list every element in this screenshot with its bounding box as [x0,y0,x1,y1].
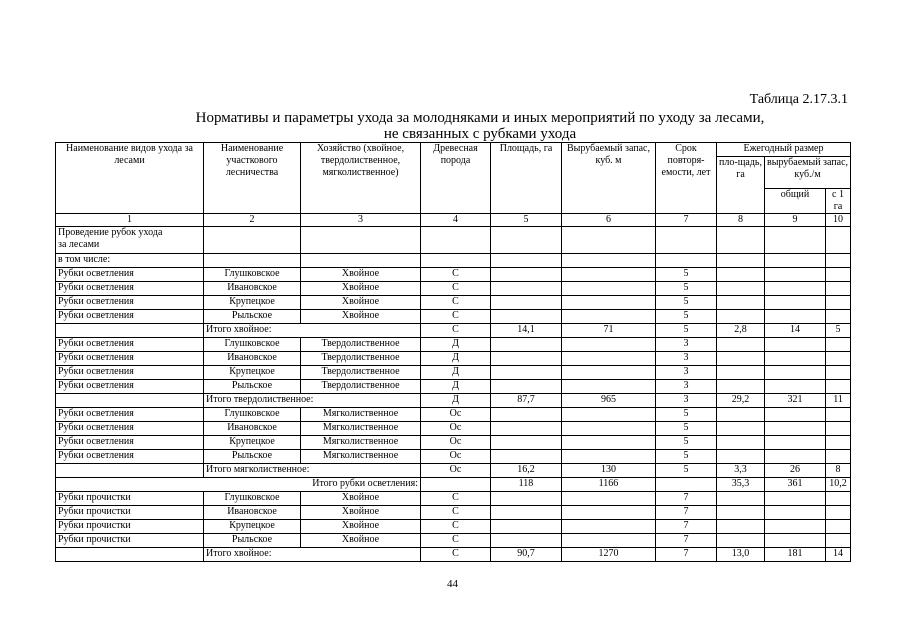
cell-forestry: Рыльское [204,310,301,324]
cell-farm: Мягколиственное [301,450,421,464]
page-number: 44 [447,578,458,590]
cell-farm: Мягколиственное [301,408,421,422]
cell-forestry: Глушковское [204,268,301,282]
table-title-line-2: не связанных с рубками ухода [383,126,577,142]
header-annual-per-ha: с 1 га [826,189,851,214]
cell-farm: Хвойное [301,534,421,548]
cell-period: 3 [656,366,717,380]
cell-forestry: Глушковское [204,408,301,422]
cell-period: 3 [656,380,717,394]
table-row [56,366,851,380]
cell-species: С [421,520,491,534]
cell-species: Ос [421,436,491,450]
header-volume: Вырубаемый запас, куб. м [562,143,656,214]
cell-species: С [421,296,491,310]
table-row [56,338,851,352]
cell-farm: Твердолиственное [301,366,421,380]
cell-species: Д [421,394,491,408]
cell-forestry: Крупецкое [204,296,301,310]
header-forestry: Наименование участкового лесничества [204,143,301,214]
cell-forestry: Рыльское [204,380,301,394]
table-row [56,520,851,534]
subtotal-row [56,464,851,478]
cell-a_area: 29,2 [717,394,765,408]
cell-farm: Твердолиственное [301,352,421,366]
cell-forestry: Ивановское [204,352,301,366]
cell-period: 3 [656,394,717,408]
cell-label: Итого хвойное: [204,548,421,562]
cell-kind: Рубки осветления [56,310,204,324]
cell-species: Ос [421,422,491,436]
cell-farm: Твердолиственное [301,380,421,394]
cell-kind: Рубки осветления [56,450,204,464]
subtotal-row [56,394,851,408]
cell-farm: Хвойное [301,506,421,520]
cell-forestry: Ивановское [204,506,301,520]
cell-period: 5 [656,408,717,422]
cell-kind: Рубки прочистки [56,520,204,534]
column-numbers-row: 1 2 3 4 5 6 7 8 9 10 [56,214,851,227]
header-annual-total: общий [765,189,826,214]
cell-forestry: Крупецкое [204,366,301,380]
cell-kind: Рубки осветления [56,296,204,310]
cell-area: 90,7 [491,548,562,562]
cell-volume: 1166 [562,478,656,492]
cell-forestry: Глушковское [204,492,301,506]
cell-period: 3 [656,338,717,352]
cell-volume: 1270 [562,548,656,562]
cell-a_total: 26 [765,464,826,478]
cell-a_perha: 11 [826,394,851,408]
cell-farm: Хвойное [301,310,421,324]
cell-a_perha: 8 [826,464,851,478]
header-farm: Хозяйство (хвойное, твердолиственное, мягколиственное) [301,143,421,214]
cell-period: 5 [656,436,717,450]
cell-species: Ос [421,464,491,478]
cell-a_total: 361 [765,478,826,492]
header-annual-cut: вырубаемый запас, куб./м [765,157,851,189]
section-heading-row [56,227,851,254]
cell-period: 5 [656,464,717,478]
cell-species: С [421,548,491,562]
cell-volume: 965 [562,394,656,408]
cell-farm: Хвойное [301,296,421,310]
table-row [56,352,851,366]
cell-period: 5 [656,282,717,296]
cell-farm: Хвойное [301,520,421,534]
cell-species: Д [421,380,491,394]
cell-kind: Рубки прочистки [56,506,204,520]
cell-period: 5 [656,296,717,310]
table-row [56,408,851,422]
subtotal-row [56,548,851,562]
cell-species: С [421,534,491,548]
cell-a_total: 321 [765,394,826,408]
table-row [56,380,851,394]
cell-period: 5 [656,310,717,324]
cell-period: 5 [656,324,717,338]
cell-a_area: 35,3 [717,478,765,492]
cell-kind: Рубки осветления [56,422,204,436]
cell-kind: Рубки осветления [56,408,204,422]
cell-period: 5 [656,268,717,282]
header-kind: Наименование видов ухода за лесами [56,143,204,214]
subtotal-row [56,324,851,338]
cell-farm: Мягколиственное [301,422,421,436]
cell-period: 7 [656,548,717,562]
cell-species: Д [421,352,491,366]
table-row [56,268,851,282]
cell-species: Ос [421,408,491,422]
cell-species: С [421,506,491,520]
cell-kind: Рубки осветления [56,338,204,352]
cell-a_area: 2,8 [717,324,765,338]
cell-forestry: Глушковское [204,338,301,352]
cell-kind: Рубки осветления [56,380,204,394]
in-that-row [56,254,851,268]
cell-farm: Твердолиственное [301,338,421,352]
section-heading: Проведение рубок ухода [58,227,163,238]
cell-species: Д [421,366,491,380]
cell-kind: Рубки осветления [56,282,204,296]
section-heading-cont: за лесами [58,239,100,250]
cell-area: 118 [491,478,562,492]
cell-forestry: Рыльское [204,450,301,464]
cell-period: 7 [656,492,717,506]
cell-farm: Хвойное [301,282,421,296]
table-row [56,534,851,548]
forest-care-table [55,142,851,562]
cell-farm: Хвойное [301,268,421,282]
table-row [56,310,851,324]
cell-volume: 130 [562,464,656,478]
table-row [56,450,851,464]
cell-farm: Хвойное [301,492,421,506]
cell-period: 7 [656,520,717,534]
cell-farm: Мягколиственное [301,436,421,450]
cell-forestry: Крупецкое [204,436,301,450]
cell-a_total: 181 [765,548,826,562]
cell-period: 7 [656,506,717,520]
cell-species: С [421,282,491,296]
cell-label: Итого твердолиственное: [204,394,421,408]
table-row [56,506,851,520]
cell-a_total: 14 [765,324,826,338]
cell-label: Итого рубки осветления: [56,478,421,492]
cell-period: 5 [656,450,717,464]
header-annual-area: пло-щадь, га [717,157,765,214]
cell-area: 16,2 [491,464,562,478]
cell-kind: Рубки осветления [56,268,204,282]
cell-period: 7 [656,534,717,548]
cell-species: С [421,268,491,282]
cell-forestry: Ивановское [204,282,301,296]
cell-a_perha: 5 [826,324,851,338]
cell-area: 14,1 [491,324,562,338]
table-title-line-1: Нормативы и параметры ухода за молодняками и иных мероприятий по уходу за лесами, [195,110,765,126]
cell-kind: Рубки осветления [56,366,204,380]
cell-kind: Рубки осветления [56,436,204,450]
cell-kind: Рубки прочистки [56,534,204,548]
cell-a_perha: 14 [826,548,851,562]
table-row [56,422,851,436]
cell-kind: Рубки прочистки [56,492,204,506]
cell-forestry: Ивановское [204,422,301,436]
table-number: Таблица 2.17.3.1 [749,92,848,107]
header-annual: Ежегодный размер [717,143,851,157]
header-area: Площадь, га [491,143,562,214]
cell-volume: 71 [562,324,656,338]
cell-a_perha: 10,2 [826,478,851,492]
table-row [56,282,851,296]
table-row [56,436,851,450]
cell-label: Итого мягколиственное: [204,464,421,478]
total-row [56,478,851,492]
cell-forestry: Крупецкое [204,520,301,534]
cell-period: 5 [656,422,717,436]
in-that-label: в том числе: [56,254,204,268]
cell-species: Д [421,338,491,352]
cell-area: 87,7 [491,394,562,408]
cell-species: С [421,492,491,506]
cell-species: Ос [421,450,491,464]
cell-species: С [421,324,491,338]
header-period: Срок повторя-емости, лет [656,143,717,214]
header-species: Древесная порода [421,143,491,214]
cell-forestry: Рыльское [204,534,301,548]
cell-a_area: 13,0 [717,548,765,562]
cell-species: С [421,310,491,324]
cell-label: Итого хвойное: [204,324,421,338]
cell-a_area: 3,3 [717,464,765,478]
table-row [56,492,851,506]
cell-period: 3 [656,352,717,366]
cell-kind: Рубки осветления [56,352,204,366]
table-row [56,296,851,310]
